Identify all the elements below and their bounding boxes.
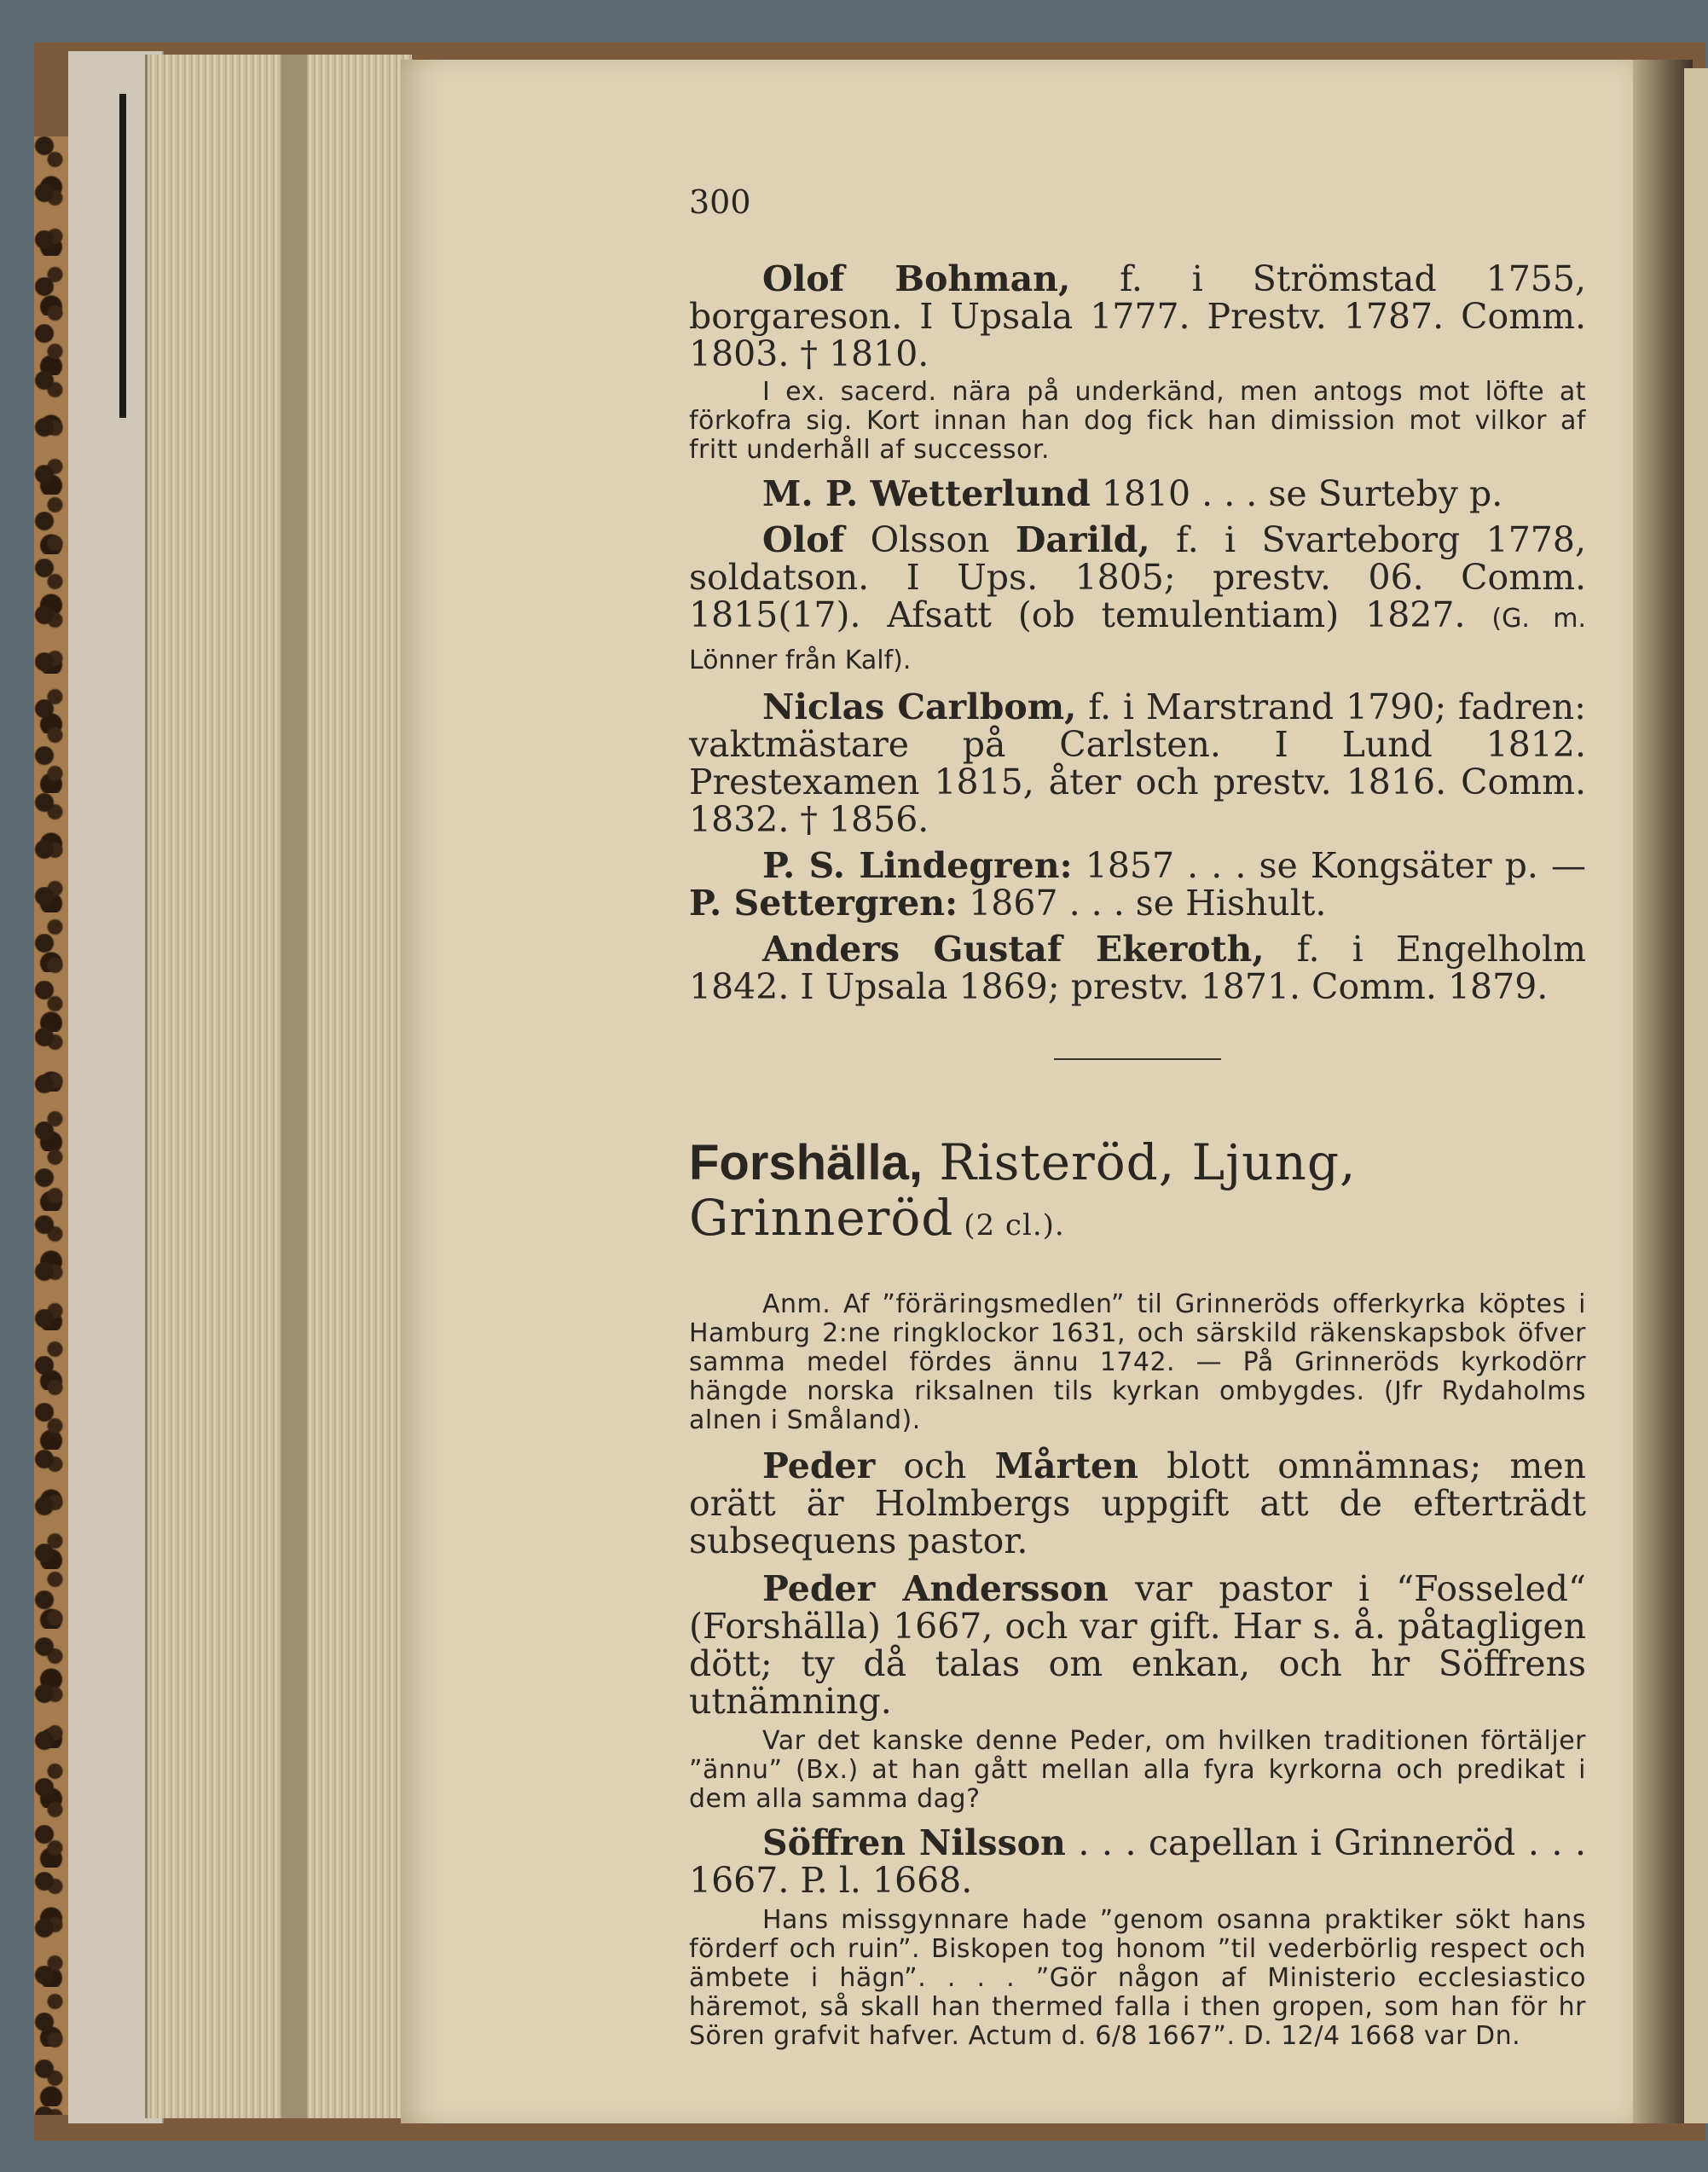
text-block [689, 260, 1586, 2051]
page-stack [145, 55, 412, 2118]
entry-peder-andersson: Peder Andersson var pastor i “Fosseled“ (Forshälla) 1667, och var gift. Har s. å. påtagligen dött; ty då talas om enkan, och hr Söffrens utnämning. [689, 1568, 1587, 1722]
facing-page-edge [1684, 68, 1708, 2123]
entry-name: Anders Gustaf Ekeroth, [762, 929, 1265, 970]
entry-soffren: Söffren Nilsson . . . capellan i Grinneröd . . . 1667. P. l. 1668. [689, 1822, 1586, 1901]
entry-name: Niclas Carlbom, [762, 686, 1077, 727]
section-divider [1054, 1058, 1221, 1060]
entry-wetterlund: M. P. Wetterlund 1810 . . . se Surteby p. [762, 473, 1503, 514]
entry-name: Söffren Nilsson [762, 1822, 1066, 1863]
page-stack-shadow [281, 55, 307, 2118]
entry-name: M. P. Wetterlund [762, 473, 1091, 514]
entry-bohman: Olof Bohman, f. i Strömstad 1755, borgareson. I Upsala 1777. Prestv. 1787. Comm. 1803. † 1810. [689, 258, 1587, 374]
entry-name: Olof Bohman, [762, 258, 1071, 299]
parish-heading: Forshälla, Risteröd, Ljung, Grinneröd (2 cl.). [689, 1133, 1357, 1247]
entry-name: Peder Andersson [762, 1568, 1109, 1609]
entry-lindegren: P. S. Lindegren: 1857 . . . se Kongsäter p. — P. Settergren: 1867 . . . se Hishult. [689, 845, 1586, 924]
entry-ekeroth: Anders Gustaf Ekeroth, f. i Engelholm 1842. I Upsala 1869; prestv. 1871. Comm. 1879. [689, 929, 1586, 1007]
entry-note: I ex. sacerd. nära på underkänd, men antogs mot löfte at förkofra sig. Kort innan han dog fick han dimission mot vilkor af fritt underhåll af successor. [689, 377, 1586, 465]
entry-note: Hans missgynnare hade ”genom osanna praktiker sökt hans förderf och ruin”. Biskopen tog honom ”til vederbörlig respect och ämbete i hägn”. . . . ”Gör någon af Ministerio ecclesiastico häremot, så skall han thermed falla i then gropen, som han för hr Sören grafvit hafver. Actum d. 6/8 1667”. D. 12/4 1668 var Dn. [689, 1905, 1586, 2051]
page-number: 300 [689, 183, 751, 221]
parish-note: Anm. Af ”föräringsmedlen” til Grinneröds offerkyrka köptes i Hamburg 2:ne ringklockor 1631, och särskild räkenskapsbok öfver samma medel fördes ännu 1742. — På Grinneröds kyrkodörr hängde norska riksalnen tils kyrkan ombygdes. (Jfr Rydaholms alnen i Småland). [689, 1289, 1586, 1435]
entry-peder-marten: Peder och Mårten blott omnämnas; men orätt är Holmbergs uppgift att de efterträdt subsequens pastor. [689, 1445, 1586, 1561]
entry-note: Var det kanske denne Peder, om hvilken traditionen förtäljer ”ännu” (Bx.) at han gått mellan alla fyra kyrkorna och predikat i dem alla samma dag? [689, 1726, 1586, 1814]
entry-darild: Olof Olsson Darild, f. i Svarteborg 1778, soldatson. I Ups. 1805; prestv. 06. Comm. 1815(17). Afsatt (ob temulentiam) 1827. (G. m. Lönner från Kalf). [689, 519, 1586, 675]
endpaper-mark [119, 94, 126, 418]
entry-carlbom: Niclas Carlbom, f. i Marstrand 1790; fadren: vaktmästare på Carlsten. I Lund 1812. Prestexamen 1815, åter och prestv. 1816. Comm. 1832. † 1856. [689, 686, 1586, 840]
